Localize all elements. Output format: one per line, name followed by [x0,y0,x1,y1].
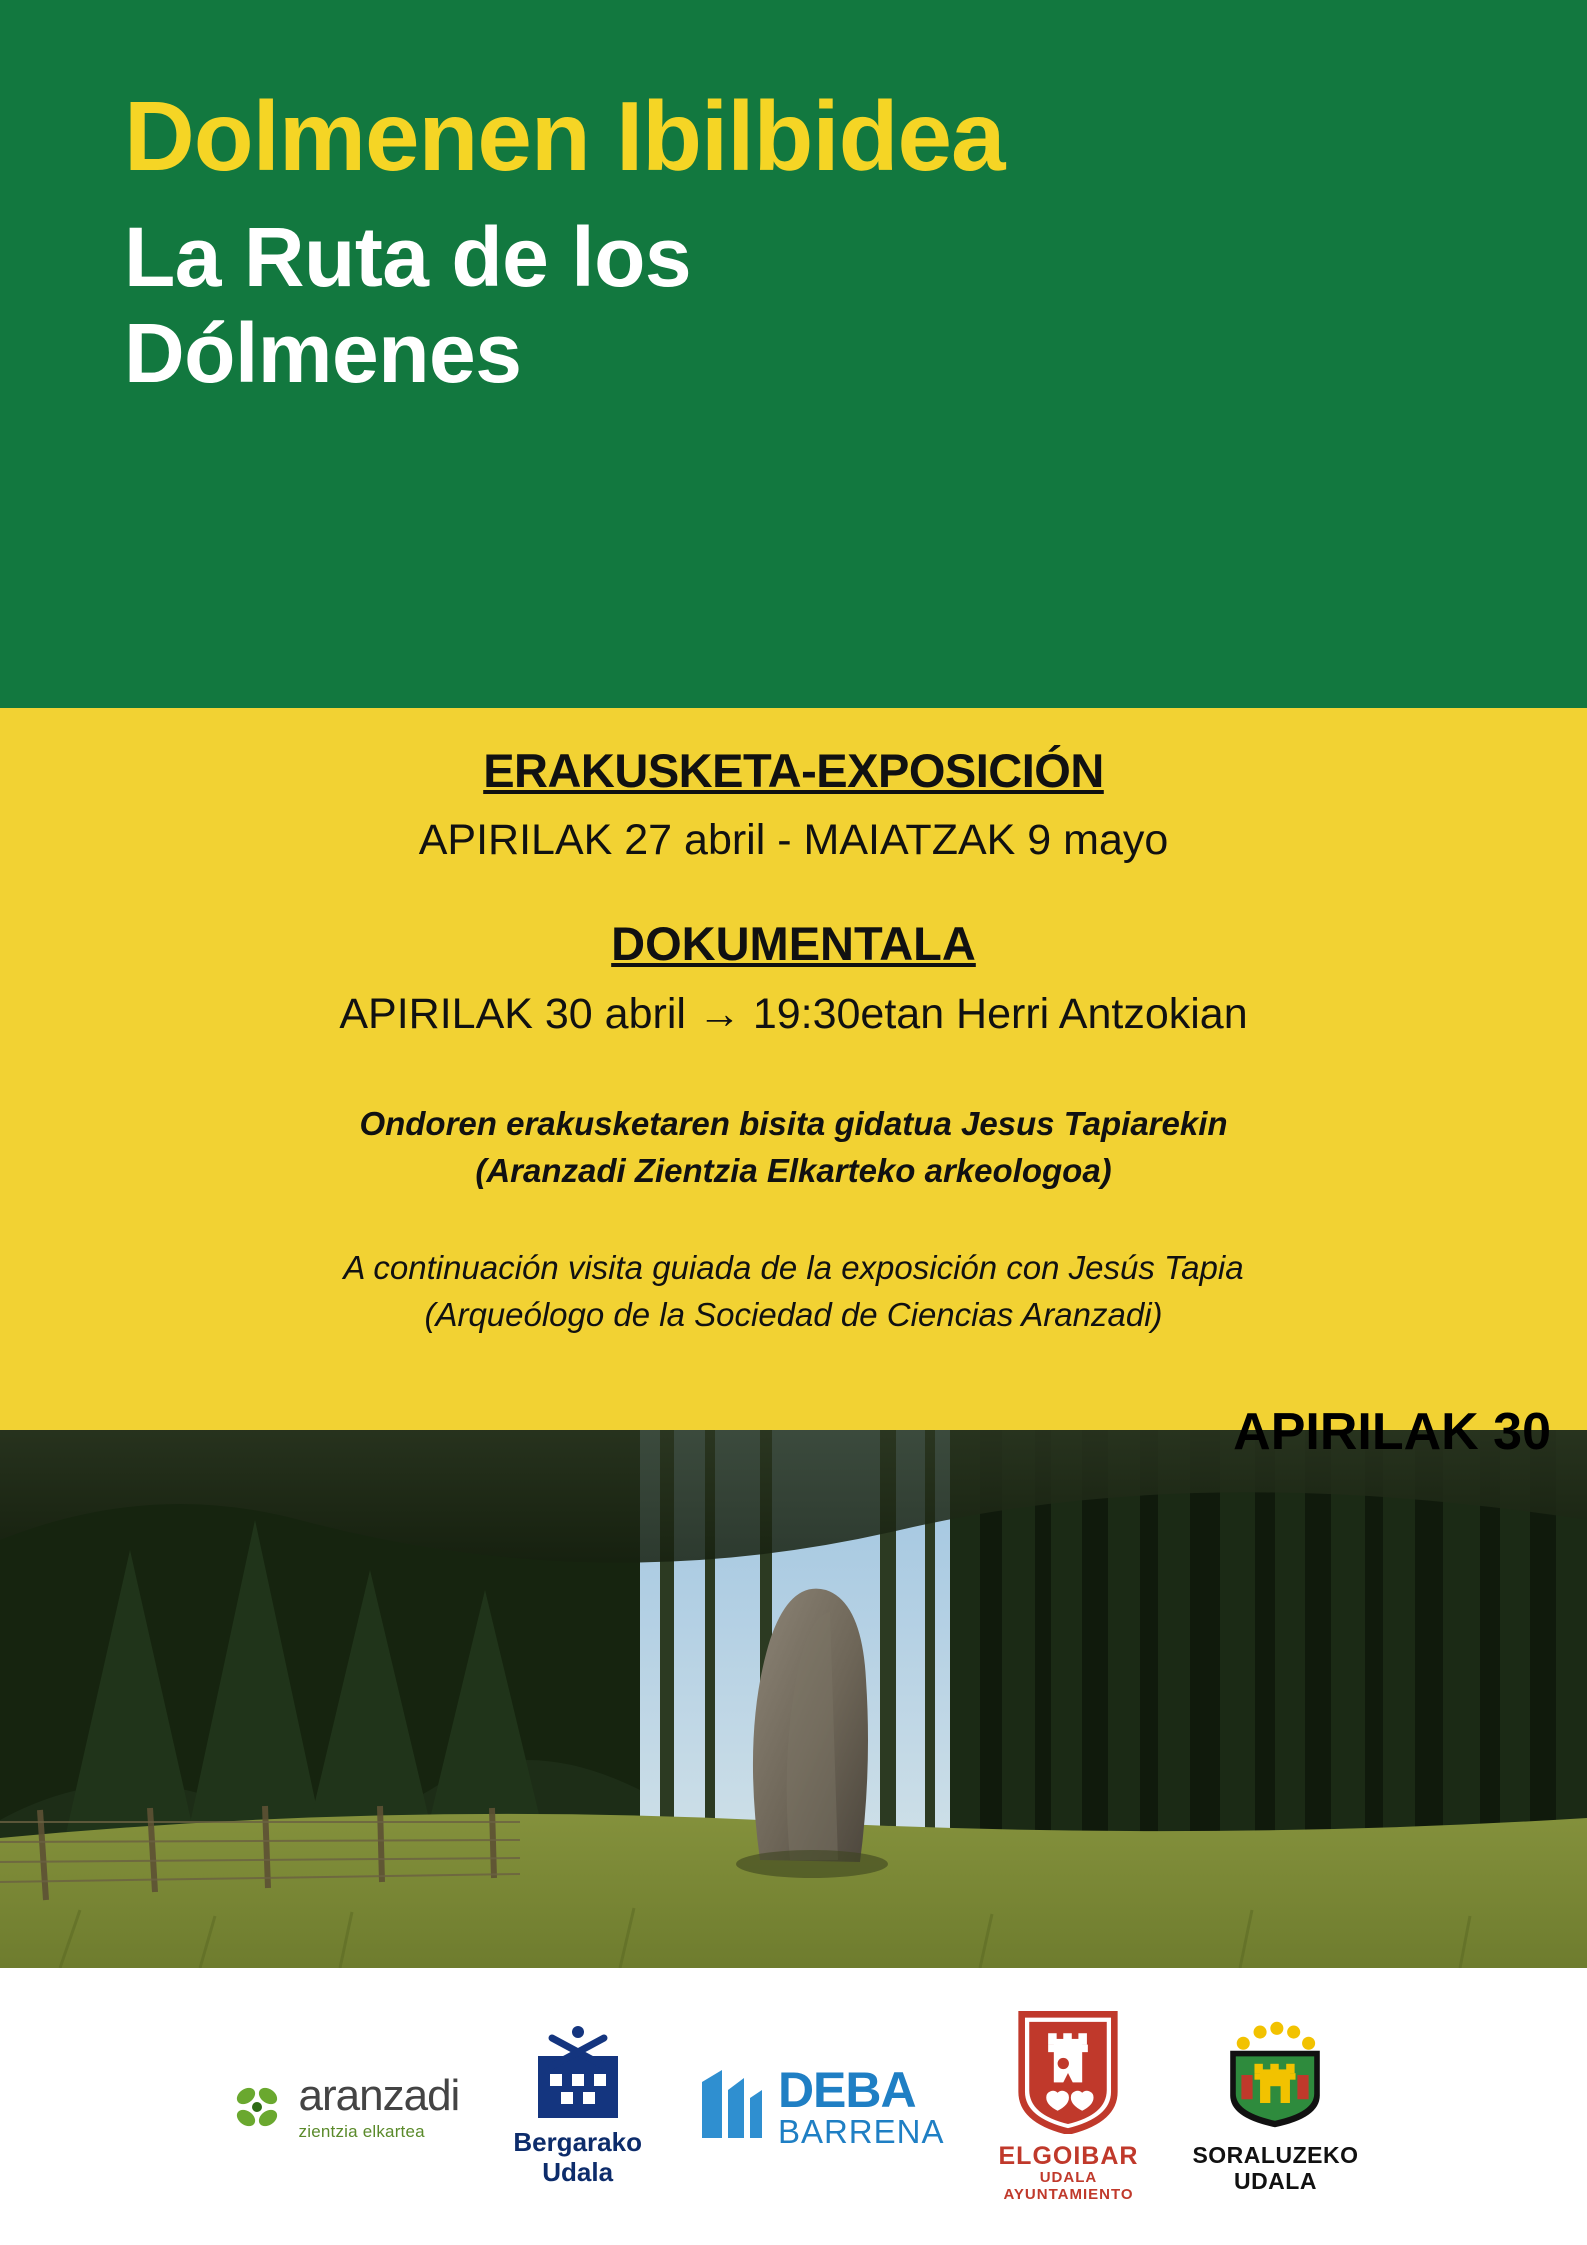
logo-aranzadi [229,2070,460,2141]
guided-visit-spanish [60,1245,1527,1339]
documentary-details: APIRILAK 30 abril → 19:30etan Herri Antzokian [339,990,1248,1039]
aranzadi-wordmark [298,2070,460,2141]
info-block [0,708,1587,1461]
aranzadi-leaf-icon [229,2079,285,2135]
bergara-wordmark [513,2128,642,2186]
logo-elgoibar [999,2010,1139,2204]
sponsor-logos [0,1968,1587,2245]
menhir-photo [0,1430,1587,1968]
bergara-crest-icon [530,2026,626,2122]
logo-bergarako-udala [513,2026,642,2186]
elgoibar-line1: ELGOIBAR [998,2141,1139,2170]
elgoibar-wordmark [999,2143,1139,2204]
soraluze-wordmark [1192,2142,1358,2195]
guided-visit-spanish-line1: A continuación visita guiada de la exposición con Jesús Tapia [343,1249,1244,1286]
soraluze-line1: SORALUZEKO [1192,2141,1359,2168]
deba-barrena-icon [696,2068,766,2145]
overlay-date-label: APIRILAK 30 [1233,1403,1551,1461]
logo-soraluzeko-udala [1192,2019,1358,2195]
guided-visit-basque-line2: (Aranzadi Zientzia Elkarteko arkeologoa) [475,1152,1112,1190]
exhibition-dates: APIRILAK 27 abril - MAIATZAK 9 mayo [418,815,1169,864]
bergara-line2: Udala [542,2156,614,2187]
logo-deba-barrena [696,2062,945,2150]
aranzadi-name: aranzadi [298,2070,460,2120]
deba-line1: DEBA [777,2062,916,2118]
guided-visit-basque-line1: Ondoren erakusketaren bisita gidatua Jesus Tapiarekin [359,1105,1228,1143]
guided-visit-spanish-line2: (Arqueólogo de la Sociedad de Ciencias Aranzadi) [424,1295,1163,1333]
documentary-heading: DOKUMENTALA [611,916,976,970]
title-spanish: La Ruta de los Dólmenes [124,209,692,400]
soraluze-line2: UDALA [1233,2168,1317,2194]
exhibition-heading: ERAKUSKETA-EXPOSICIÓN [483,744,1104,797]
aranzadi-tagline: zientzia elkartea [298,2121,425,2141]
elgoibar-line2: UDALA [1039,2169,1098,2187]
deba-line2: BARRENA [777,2113,945,2150]
elgoibar-crest-icon [1016,2010,1120,2139]
menhir-photo-illustration [0,1430,1587,1968]
deba-wordmark [777,2062,945,2150]
title-basque: Dolmenen Ibilbidea [124,81,1005,191]
elgoibar-line3: AYUNTAMIENTO [1003,2185,1134,2203]
guided-visit-basque [60,1101,1527,1195]
soraluze-crest-icon [1219,2019,1331,2136]
bergara-line1: Bergarako [513,2127,642,2158]
poster-header [0,0,1587,708]
